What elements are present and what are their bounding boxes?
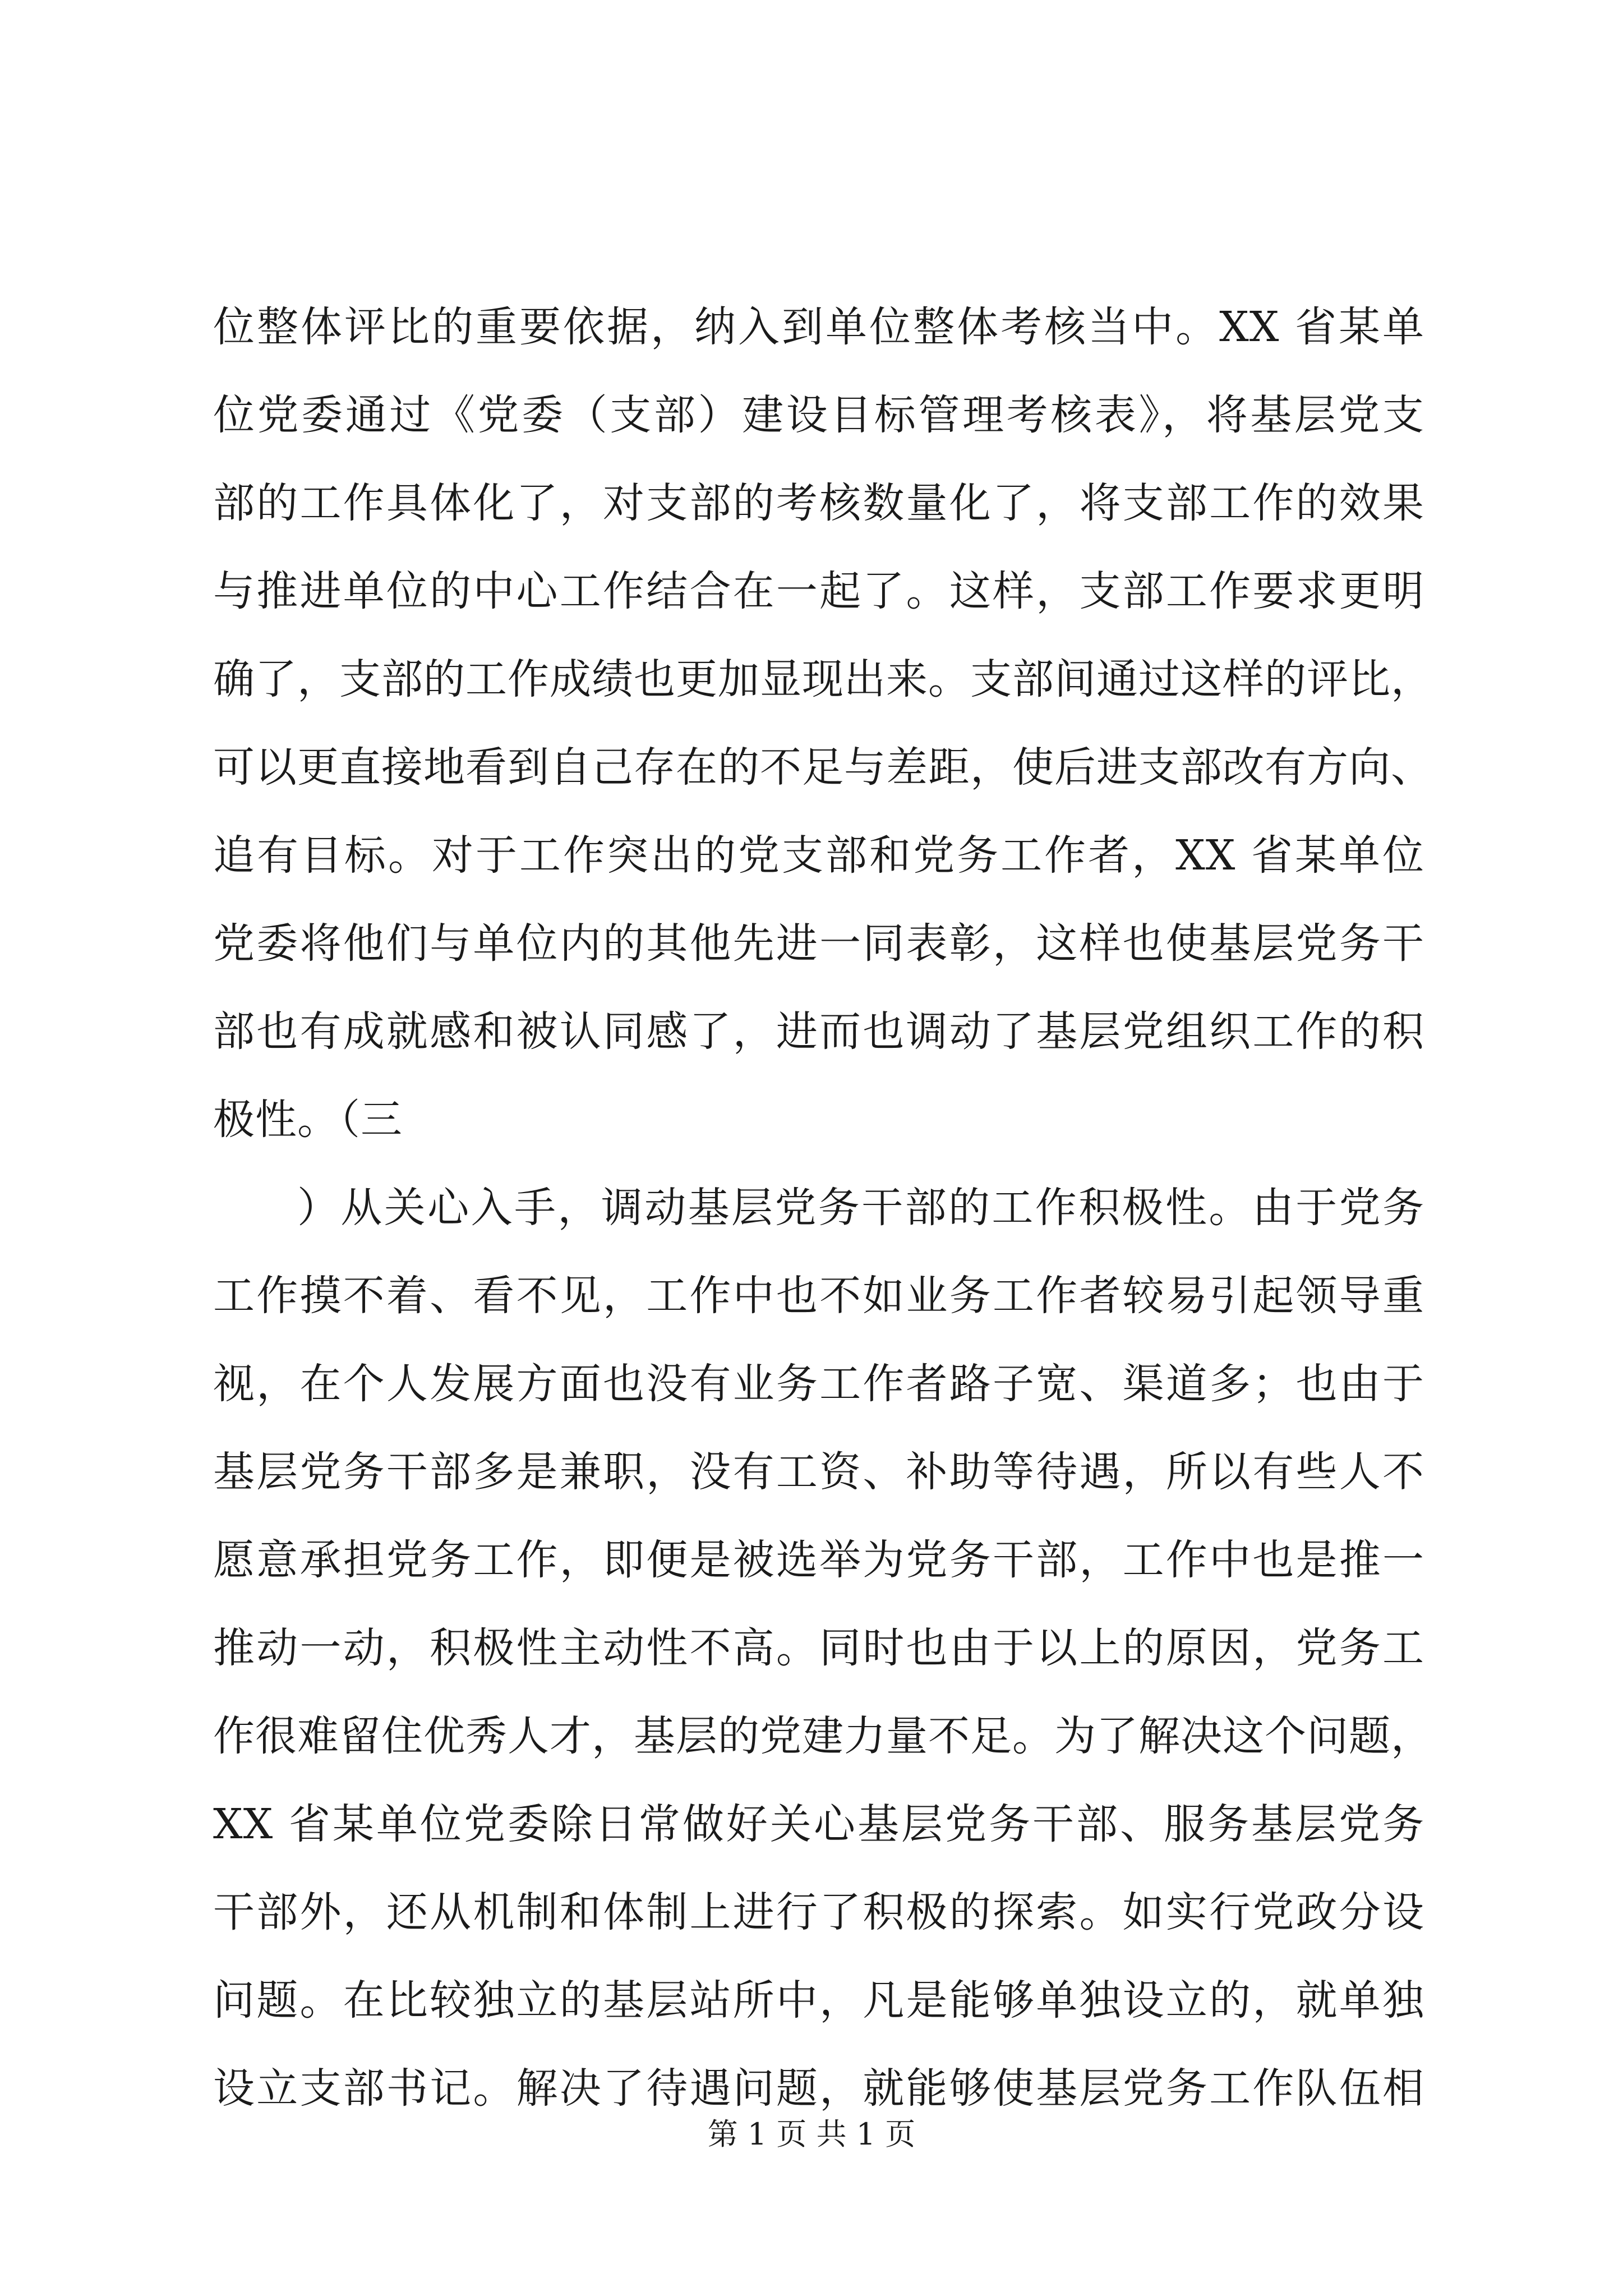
text-line: 极性。（三 — [213, 1096, 403, 1144]
text-line: 工作摸不着、看不见，工作中也不如业务工作者较易引起领导重 — [213, 1272, 1424, 1320]
text-line: 党委将他们与单位内的其他先进一同表彰，这样也使基层党务干 — [213, 919, 1424, 968]
text-line: 可以更直接地看到自己存在的不足与差距，使后进支部改有方向、 — [213, 743, 1433, 792]
text-line: 位整体评比的重要依据，纳入到单位整体考核当中。XX 省某单 — [213, 303, 1424, 351]
text-line: 视，在个人发展方面也没有业务工作者路子宽、渠道多；也由于 — [213, 1360, 1424, 1408]
text-line: XX 省某单位党委除日常做好关心基层党务干部、服务基层党务 — [213, 1800, 1424, 1848]
text-line: 部也有成就感和被认同感了，进而也调动了基层党组织工作的积 — [213, 1007, 1424, 1056]
text-line: 位党委通过《党委（支部）建设目标管理考核表》，将基层党支 — [213, 391, 1424, 439]
text-line: ）从关心入手，调动基层党务干部的工作积极性。由于党务 — [297, 1184, 1424, 1232]
text-line: 确了，支部的工作成绩也更加显现出来。支部间通过这样的评比， — [213, 655, 1433, 703]
body-text — [213, 283, 1433, 2133]
page-footer: 第 1 页 共 1 页 — [707, 2116, 916, 2152]
text-line: 设立支部书记。解决了待遇问题，就能够使基层党务工作队伍相 — [213, 2064, 1424, 2113]
text-line: 与推进单位的中心工作结合在一起了。这样，支部工作要求更明 — [213, 567, 1424, 615]
text-line: 追有目标。对于工作突出的党支部和党务工作者，XX 省某单位 — [213, 831, 1424, 880]
text-line: 干部外，还从机制和体制上进行了积极的探索。如实行党政分设 — [213, 1888, 1424, 1936]
text-line: 推动一动，积极性主动性不高。同时也由于以上的原因，党务工 — [213, 1624, 1424, 1672]
text-line: 愿意承担党务工作，即便是被选举为党务干部，工作中也是推一 — [213, 1536, 1424, 1584]
text-line: 问题。在比较独立的基层站所中，凡是能够单独设立的，就单独 — [213, 1976, 1424, 2024]
text-line: 作很难留住优秀人才，基层的党建力量不足。为了解决这个问题， — [213, 1712, 1433, 1760]
text-line: 基层党务干部多是兼职，没有工资、补助等待遇，所以有些人不 — [213, 1448, 1424, 1496]
text-line: 部的工作具体化了，对支部的考核数量化了，将支部工作的效果 — [213, 479, 1424, 527]
